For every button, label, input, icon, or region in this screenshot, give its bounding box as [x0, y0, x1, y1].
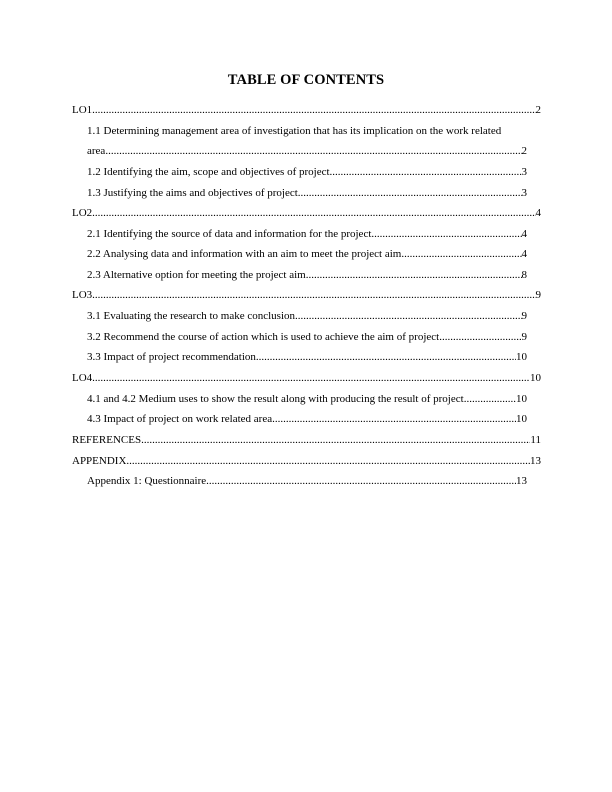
toc-entry-appendix[interactable] [72, 454, 541, 468]
toc-entry-lo2[interactable] [72, 206, 541, 220]
toc-entry-page: 9 [521, 310, 527, 322]
dot-leader [92, 103, 535, 117]
toc-entry-1-1-line1[interactable]: 1.1 Determining management area of investigation that has its implication on the work related [87, 125, 502, 137]
dot-leader [298, 186, 522, 200]
toc-entry-4-3[interactable] [87, 412, 527, 426]
toc-entry-label: 2.2 Analysing data and information with an aim to meet the project aim [87, 248, 402, 260]
toc-entry-label: 3.1 Evaluating the research to make conclusion [87, 310, 296, 322]
toc-entry-page: 2 [535, 104, 541, 116]
dot-leader [141, 433, 530, 447]
toc-entry-label: area [87, 145, 106, 157]
toc-entry-page: 10 [530, 372, 541, 384]
dot-leader [256, 350, 516, 364]
toc-entry-page: 4 [521, 228, 527, 240]
toc-entry-page: 2 [521, 145, 527, 157]
toc-entry-3-2[interactable] [87, 330, 527, 344]
toc-entry-label: LO1 [72, 104, 93, 116]
dot-leader [126, 454, 530, 468]
toc-entry-page: 8 [521, 269, 527, 281]
toc-entry-page: 9 [535, 289, 541, 301]
dot-leader [105, 144, 521, 158]
toc-entry-3-3[interactable] [87, 350, 527, 364]
dot-leader [464, 392, 516, 406]
toc-entry-label: LO2 [72, 207, 93, 219]
toc-entry-label: Appendix 1: Questionnaire [87, 475, 207, 487]
toc-entry-4-1-4-2[interactable] [87, 392, 527, 406]
dot-leader [330, 165, 522, 179]
toc-entry-label: LO3 [72, 289, 93, 301]
toc-entry-page: 13 [516, 475, 527, 487]
dot-leader [371, 227, 521, 241]
dot-leader [206, 474, 516, 488]
toc-entry-label: 3.3 Impact of project recommendation [87, 351, 256, 363]
toc-entry-appendix-1[interactable] [87, 474, 527, 488]
toc-entry-1-1[interactable] [87, 144, 527, 158]
toc-entry-label: 4.3 Impact of project on work related area [87, 413, 273, 425]
toc-entry-label: REFERENCES [72, 434, 142, 446]
toc-entry-label: 4.1 and 4.2 Medium uses to show the result along with producing the result of project [87, 393, 464, 405]
toc-entry-label: 2.3 Alternative option for meeting the project aim [87, 269, 306, 281]
dot-leader [272, 412, 516, 426]
toc-entry-page: 13 [530, 455, 541, 467]
toc-entry-2-3[interactable] [87, 268, 527, 282]
dot-leader [92, 288, 535, 302]
toc-title: TABLE OF CONTENTS [227, 72, 385, 88]
toc-entry-1-3[interactable] [87, 186, 527, 200]
toc-entry-page: 3 [521, 187, 527, 199]
toc-entry-label: 3.2 Recommend the course of action which is used to achieve the aim of project [87, 331, 440, 343]
toc-entry-label: 2.1 Identifying the source of data and information for the project [87, 228, 372, 240]
toc-entry-lo4[interactable] [72, 371, 541, 385]
toc-entry-page: 10 [516, 413, 527, 425]
toc-entry-label: 1.2 Identifying the aim, scope and objectives of project [87, 166, 330, 178]
toc-entry-page: 11 [530, 434, 541, 446]
dot-leader [92, 206, 535, 220]
toc-entry-lo3[interactable] [72, 288, 541, 302]
toc-entry-1-2[interactable] [87, 165, 527, 179]
toc-entry-2-1[interactable] [87, 227, 527, 241]
toc-entry-references[interactable] [72, 433, 541, 447]
dot-leader [306, 268, 522, 282]
toc-entry-2-2[interactable] [87, 247, 527, 261]
toc-entry-page: 4 [521, 248, 527, 260]
toc-entry-page: 10 [516, 351, 527, 363]
dot-leader [439, 330, 521, 344]
toc-entry-page: 9 [521, 331, 527, 343]
toc-entry-page: 3 [521, 166, 527, 178]
toc-entry-label: LO4 [72, 372, 93, 384]
toc-entry-label: APPENDIX [72, 455, 127, 467]
toc-entry-page: 4 [535, 207, 541, 219]
dot-leader [92, 371, 530, 385]
dot-leader [295, 309, 521, 323]
toc-entry-page: 10 [516, 393, 527, 405]
toc-entry-3-1[interactable] [87, 309, 527, 323]
dot-leader [401, 247, 521, 261]
toc-entry-lo1[interactable] [72, 103, 541, 117]
toc-entry-label: 1.3 Justifying the aims and objectives of project [87, 187, 298, 199]
